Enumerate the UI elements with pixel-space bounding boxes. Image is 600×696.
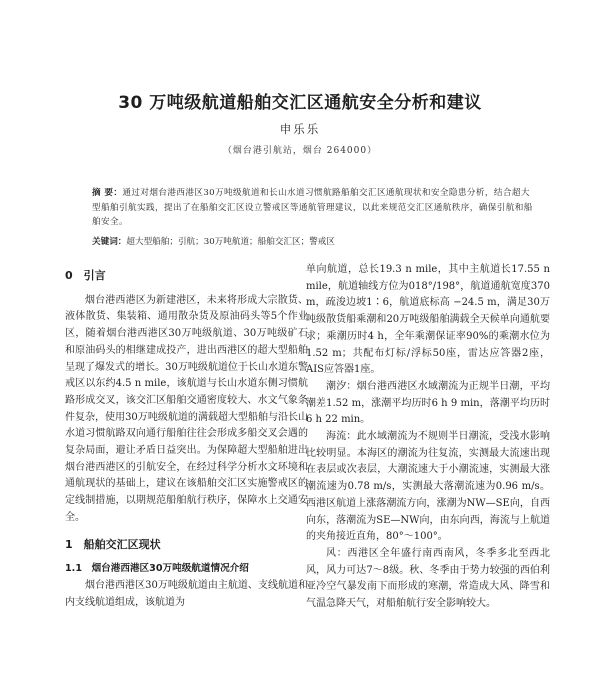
wind-paragraph: 风：西港区全年盛行南西南风，冬季多北至西北风，风力可达7～8级。秋、冬季由于势力较强的西伯利亚冷空气暴发南下而形成的寒潮，常造成大风、降雪和气温急降天气，对船舶航行安全影响较大。 (306, 547, 550, 610)
current-paragraph: 海流：此水域潮流为不规则半日潮流，受浅水影响比较明显。本海区的潮流为往复流，实测最大流速出现在表层或次表层，大潮流速大于小潮流速，实测最大涨潮流速为0.78 m/s，实测最大落潮流速为0.96 m/s。西港区航道上涨落潮流方向，涨潮为NW—SE向，自西向东，落潮流为SE—NW向，由东向西，海流与上航道的夹角接近直角，80°～100°。 (306, 431, 550, 543)
keywords-label: 关键词： (92, 237, 127, 247)
right-column (306, 262, 550, 613)
affiliation: （烟台港引航站，烟台 264000） (222, 146, 378, 156)
author: 申乐乐 (279, 122, 321, 136)
left-column (65, 262, 308, 612)
section-1-1-paragraph: 烟台港西港区30万吨级航道由主航道、支线航道和内支线航道组成，该航道为 (65, 580, 308, 608)
section-0-heading: 0 引言 (65, 269, 106, 282)
page-title: 30 万吨级航道船舶交汇区通航安全分析和建议 (118, 93, 482, 113)
section-1-heading: 1 船舶交汇区现状 (65, 537, 161, 551)
intro-paragraph: 烟台港西港区为新建港区，未来将形成大宗散货、液体散货、集装箱、通用散杂货及原油码头等5个作业区，随着烟台港西港区30万吨级航道、30万吨级矿石和原油码头的相继建成投产，进出西港区的超大型船舶呈现了爆发式的增长。30万吨级航道位于长山水道东警戒区以东约4.5 n mile，该航道与长山水道东侧习惯航路形成交叉，该交汇区船舶交通密度较大、水文气象条件复杂，使用30万吨级航道的满载超大型船舶与沿长山水道习惯航路双向通行船舶往往会形成多船交叉会遇的复杂局面，避让矛盾日益突出。为保障超大型船舶进出烟台港西港区的引航安全，在经过科学分析水文环境和通航现状的基础上，建议在该船舶交汇区实施警戒区的定线制措施，以期规范船舶航行秩序，保障水上交通安全。 (65, 294, 308, 523)
abstract-text: 通过对烟台港西港区30万吨级航道和长山水道习惯航路船舶交汇区通航现状和安全隐患分析，结合超大型船舶引航实践，提出了在船舶交汇区设立警戒区等通航管理建议，以此来规范交汇区通航秩序，确保引航和船舶安全。 (92, 188, 533, 227)
tide-paragraph: 潮汐：烟台港西港区水域潮流为正规半日潮，平均潮差1.52 m，涨潮平均历时6 h 9 min，落潮平均历时6 h 22 min。 (306, 380, 550, 426)
abstract-label: 摘 要： (92, 188, 123, 198)
channel-paragraph: 单向航道，总长19.3 n mile，其中主航道长17.55 n mile，航道轴线方位为018°/198°，航道通航宽度370 m，疏浚边坡1∶6，航道底标高 −24.5 m，满足30万吨级散货船乘潮和20万吨级船舶满载全天候单向通航要求；乘潮历时4 h，全年乘潮保证率90%的乘潮水位为1.52 m；共配布灯标/浮标50座，雷达应答器2座，AIS应答器1座。 (306, 264, 550, 376)
abstract (92, 186, 538, 230)
keywords (92, 235, 538, 249)
keywords-text: 超大型船舶；引航；30万吨航道；船舶交汇区；警戒区 (126, 237, 335, 247)
section-1-1-heading: 1.1 烟台港西港区30万吨级航道情况介绍 (65, 563, 249, 575)
